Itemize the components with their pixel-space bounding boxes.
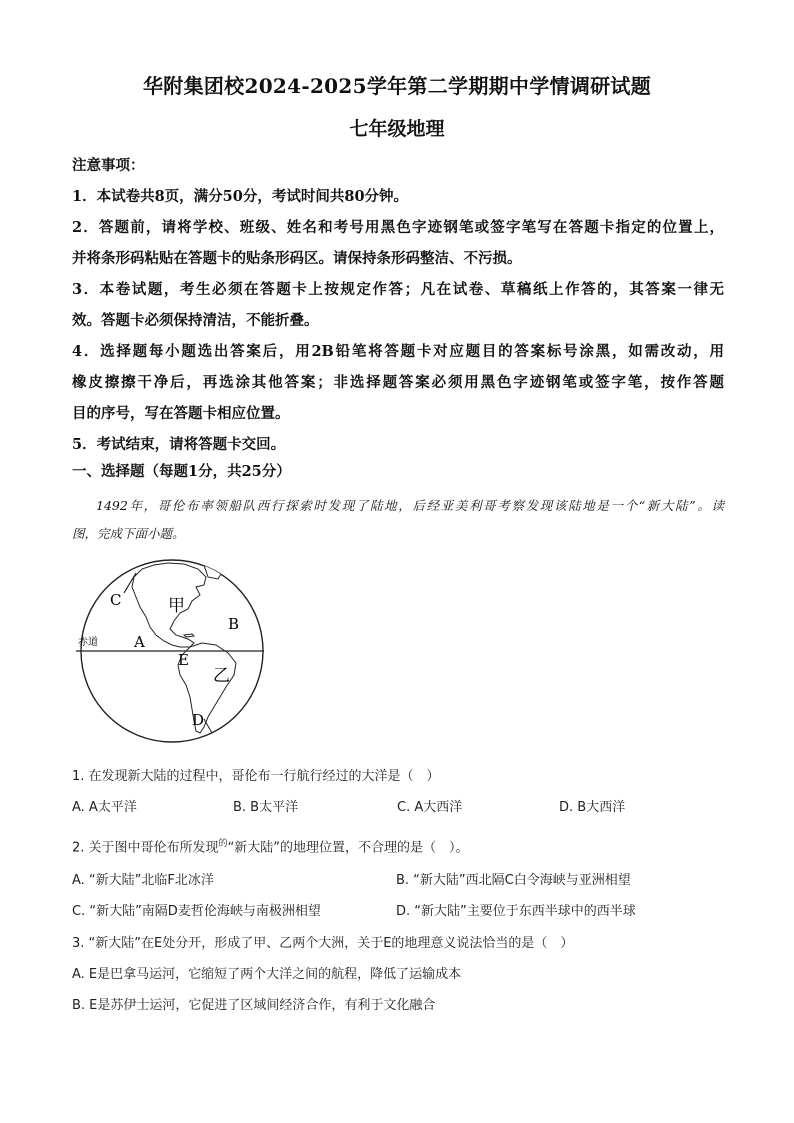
- note-item-2b: 并将条形码粘贴在答题卡的贴条形码区。请保持条形码整洁、不污损。: [72, 250, 522, 267]
- q1-option-b: B. B太平洋: [233, 800, 299, 815]
- label-B: B: [228, 615, 240, 633]
- q3-option-b: B. E是苏伊士运河，它促进了区域间经济合作，有利于文化融合: [72, 998, 436, 1013]
- note-item-5: 5．考试结束，请将答题卡交回。: [72, 436, 286, 453]
- q1-option-a: A. A太平洋: [72, 800, 137, 815]
- q2-option-c: C. “新大陆”南隔D麦哲伦海峡与南极洲相望: [72, 904, 321, 919]
- question-1-options: [72, 796, 732, 816]
- label-yi: 乙: [213, 666, 230, 686]
- q2-stem-post: “新大陆”的地理位置，不合理的是（ ）。: [227, 840, 469, 856]
- q3-option-a: A. E是巴拿马运河，它缩短了两个大洋之间的航程，降低了运输成本: [72, 967, 462, 982]
- question-2-options-row2: [72, 900, 732, 920]
- note-item-2a: 2．答题前，请将学校、班级、姓名和考号用黑色字迹钢笔或签字笔写在答题卡指定的位置上，: [72, 219, 724, 236]
- label-C: C: [110, 591, 122, 609]
- question-2-options-row1: [72, 869, 732, 889]
- intro-line-2: 图，完成下面小题。: [72, 526, 185, 541]
- note-item-1: 1．本试卷共8页，满分50分，考试时间共80分钟。: [72, 188, 409, 205]
- q2-option-d: D. “新大陆”主要位于东西半球中的西半球: [396, 904, 636, 919]
- q1-option-c: C. A大西洋: [397, 800, 463, 815]
- notes-block: [72, 150, 724, 460]
- notes-heading: 注意事项：: [72, 157, 145, 174]
- question-1-stem: 1. 在发现新大陆的过程中，哥伦布一行航行经过的大洋是（ ）: [72, 769, 440, 784]
- q2-stem-sup: 的: [218, 839, 228, 849]
- equator-label: 赤道: [78, 637, 98, 648]
- question-2-stem: [72, 836, 732, 855]
- note-item-3b: 效。答题卡必须保持清洁，不能折叠。: [72, 312, 319, 329]
- q1-option-d: D. B大西洋: [559, 800, 626, 815]
- label-A: A: [134, 633, 145, 651]
- q2-stem-pre: 2. 关于图中哥伦布所发现: [72, 840, 219, 856]
- globe-map: [76, 555, 268, 747]
- section-heading: 一、选择题（每题1分，共25分）: [72, 463, 291, 480]
- page-subtitle: 七年级地理: [349, 118, 445, 140]
- label-jia: 甲: [168, 596, 185, 616]
- note-item-3a: 3．本卷试题，考生必须在答题卡上按规定作答；凡在试卷、草稿纸上作答的，其答案一律无: [72, 281, 724, 298]
- note-item-4c: 目的序号，写在答题卡相应位置。: [72, 405, 290, 422]
- intro-paragraph: [72, 492, 724, 548]
- page-title: 华附集团校2024-2025学年第二学期期中学情调研试题: [142, 74, 652, 98]
- caribbean-islands: [184, 634, 194, 637]
- label-E: E: [178, 651, 189, 669]
- question-3-stem: 3. “新大陆”在E处分开，形成了甲、乙两个大洲，关于E的地理意义说法恰当的是（ ）: [72, 936, 574, 951]
- note-item-4a: 4．选择题每小题选出答案后，用2B铅笔将答题卡对应题目的答案标号涂黑，如需改动，用: [72, 343, 724, 360]
- q2-option-a: A. “新大陆”北临F北冰洋: [72, 873, 214, 888]
- q2-option-b: B. “新大陆”西北隔C白令海峡与亚洲相望: [396, 873, 631, 888]
- intro-line-1: 1492年，哥伦布率领船队西行探索时发现了陆地，后经亚美利哥考察发现该陆地是一个“新大陆”。读: [96, 498, 724, 513]
- note-item-4b: 橡皮擦擦干净后，再选涂其他答案；非选择题答案必须用黑色字迹钢笔或签字笔，按作答题: [72, 374, 724, 391]
- label-D: D: [192, 711, 205, 729]
